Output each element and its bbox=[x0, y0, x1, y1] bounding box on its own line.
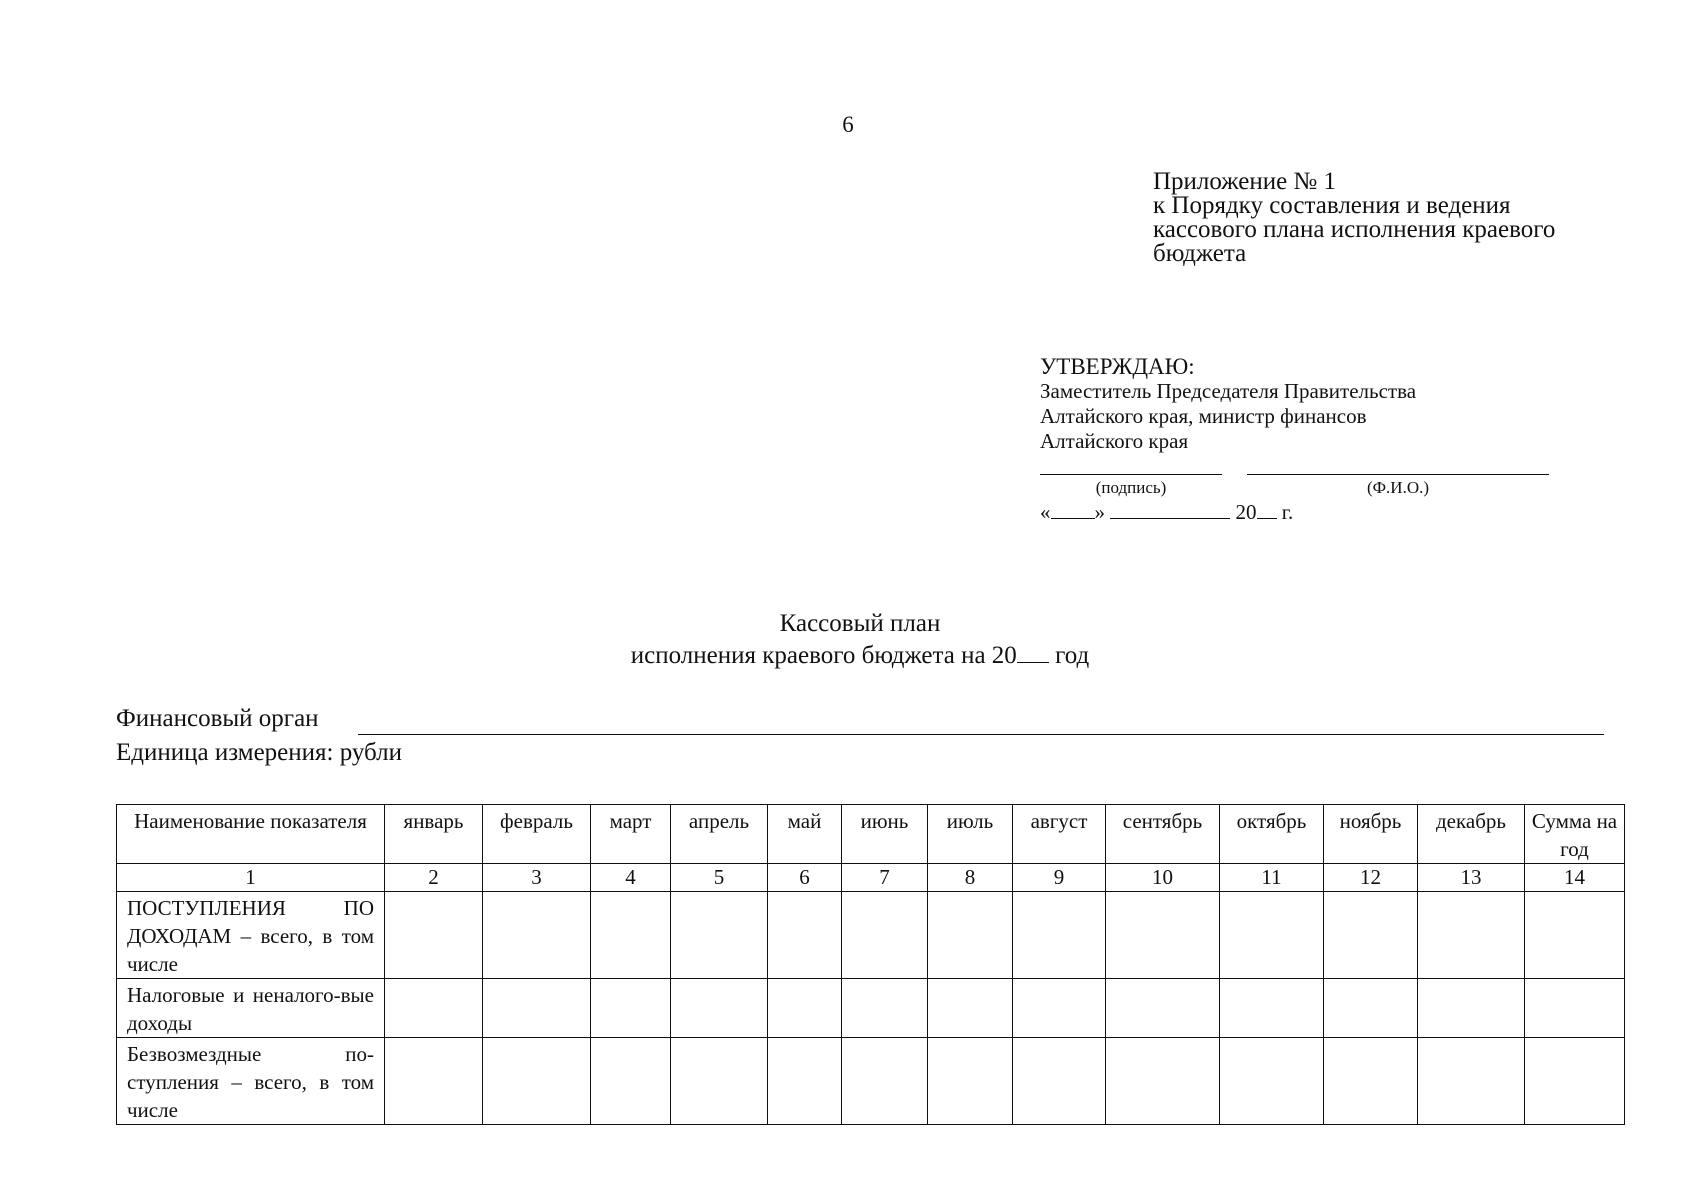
table-cell bbox=[768, 979, 842, 1038]
row-label: Безвозмездные по-ступления – всего, в том числе bbox=[117, 1038, 385, 1125]
header-cell: декабрь bbox=[1418, 805, 1525, 864]
table-cell bbox=[1220, 979, 1324, 1038]
header-cell: май bbox=[768, 805, 842, 864]
approval-line-2: Алтайского края, министр финансов bbox=[1040, 404, 1367, 428]
column-number: 14 bbox=[1525, 864, 1625, 892]
header-cell: апрель bbox=[671, 805, 768, 864]
table-cell bbox=[1106, 979, 1220, 1038]
table-cell bbox=[1324, 979, 1418, 1038]
table-cell bbox=[1525, 979, 1625, 1038]
table-cell bbox=[1013, 892, 1106, 979]
header-cell: август bbox=[1013, 805, 1106, 864]
appendix-line-2: к Порядку составления и ведения bbox=[1153, 192, 1511, 219]
day-blank bbox=[1051, 500, 1095, 519]
table-cell bbox=[1220, 892, 1324, 979]
table-cell bbox=[768, 1038, 842, 1125]
date-year: 20 bbox=[1235, 500, 1257, 524]
approval-line-1: Заместитель Председателя Правительства bbox=[1040, 379, 1417, 403]
table-cell bbox=[842, 1038, 928, 1125]
year-blank bbox=[1257, 500, 1277, 519]
table-cell bbox=[483, 1038, 591, 1125]
table-cell bbox=[768, 892, 842, 979]
table-cell bbox=[1220, 1038, 1324, 1125]
column-number: 12 bbox=[1324, 864, 1418, 892]
title-line-2-suffix: год bbox=[1055, 642, 1090, 669]
row-label: ПОСТУПЛЕНИЯ ПО ДОХОДАМ – всего, в том числе bbox=[117, 892, 385, 979]
document-title bbox=[0, 608, 1696, 672]
table-cell bbox=[1525, 892, 1625, 979]
column-number: 10 bbox=[1106, 864, 1220, 892]
table-row bbox=[117, 1038, 1625, 1125]
column-number: 5 bbox=[671, 864, 768, 892]
name-line bbox=[1247, 474, 1549, 475]
table-cell bbox=[1013, 979, 1106, 1038]
table-cell bbox=[671, 892, 768, 979]
name-caption: (Ф.И.О.) bbox=[1366, 478, 1430, 497]
financial-organ-blank bbox=[358, 734, 1604, 735]
title-line-2-prefix: исполнения краевого бюджета на 20 bbox=[630, 642, 1017, 669]
header-cell: сентябрь bbox=[1106, 805, 1220, 864]
table-cell bbox=[1324, 1038, 1418, 1125]
column-number: 7 bbox=[842, 864, 928, 892]
appendix-note bbox=[1153, 170, 1555, 266]
header-cell: февраль bbox=[483, 805, 591, 864]
unit-of-measure: Единица измерения: рубли bbox=[116, 739, 403, 766]
title-line-2 bbox=[0, 640, 1696, 672]
column-number: 1 bbox=[117, 864, 385, 892]
table-cell bbox=[1418, 892, 1525, 979]
approval-date bbox=[1040, 500, 1293, 525]
approval-block bbox=[1040, 354, 1416, 454]
month-blank bbox=[1110, 500, 1230, 519]
table-cell bbox=[385, 979, 483, 1038]
table-cell bbox=[1418, 979, 1525, 1038]
table-cell bbox=[385, 1038, 483, 1125]
table-cell bbox=[1525, 1038, 1625, 1125]
column-number: 6 bbox=[768, 864, 842, 892]
header-cell: январь bbox=[385, 805, 483, 864]
table-cell bbox=[842, 892, 928, 979]
header-cell: Наименование показателя bbox=[117, 805, 385, 864]
table-cell bbox=[671, 979, 768, 1038]
table-cell bbox=[671, 1038, 768, 1125]
header-cell: март bbox=[591, 805, 671, 864]
cash-plan-table bbox=[116, 804, 1625, 1125]
header-cell: октябрь bbox=[1220, 805, 1324, 864]
column-number: 2 bbox=[385, 864, 483, 892]
page-number: 6 bbox=[842, 112, 854, 137]
table-cell bbox=[842, 979, 928, 1038]
appendix-line-3: кассового плана исполнения краевого bbox=[1153, 216, 1556, 243]
table-cell bbox=[385, 892, 483, 979]
header-cell: июль bbox=[928, 805, 1013, 864]
table-cell bbox=[1013, 1038, 1106, 1125]
table-row bbox=[117, 892, 1625, 979]
approval-heading: УТВЕРЖДАЮ: bbox=[1040, 354, 1195, 379]
table-cell bbox=[1418, 1038, 1525, 1125]
row-label: Налоговые и неналого-вые доходы bbox=[117, 979, 385, 1038]
table-cell bbox=[591, 979, 671, 1038]
table-cell bbox=[1106, 1038, 1220, 1125]
appendix-line-4: бюджета bbox=[1153, 240, 1247, 267]
header-row bbox=[117, 805, 1625, 864]
column-number: 4 bbox=[591, 864, 671, 892]
table-cell bbox=[1106, 892, 1220, 979]
signature-caption: (подпись) bbox=[1095, 478, 1167, 497]
table-row bbox=[117, 979, 1625, 1038]
table-cell bbox=[928, 1038, 1013, 1125]
header-cell: Сумма на год bbox=[1525, 805, 1625, 864]
title-year-blank bbox=[1017, 640, 1049, 663]
table-cell bbox=[928, 979, 1013, 1038]
column-number: 11 bbox=[1220, 864, 1324, 892]
date-suffix: г. bbox=[1281, 500, 1294, 524]
date-close-quote: » bbox=[1094, 500, 1105, 524]
appendix-line-1: Приложение № 1 bbox=[1153, 168, 1337, 195]
header-cell: июнь bbox=[842, 805, 928, 864]
financial-organ-label: Финансовый орган bbox=[116, 705, 319, 732]
column-number-row bbox=[117, 864, 1625, 892]
table-cell bbox=[1324, 892, 1418, 979]
column-number: 9 bbox=[1013, 864, 1106, 892]
table-cell bbox=[591, 1038, 671, 1125]
header-cell: ноябрь bbox=[1324, 805, 1418, 864]
column-number: 8 bbox=[928, 864, 1013, 892]
column-number: 13 bbox=[1418, 864, 1525, 892]
column-number: 3 bbox=[483, 864, 591, 892]
table-cell bbox=[483, 892, 591, 979]
date-open-quote: « bbox=[1040, 500, 1051, 524]
table-cell bbox=[591, 892, 671, 979]
signature-line bbox=[1040, 474, 1222, 475]
table-cell bbox=[928, 892, 1013, 979]
approval-line-3: Алтайского края bbox=[1040, 429, 1189, 453]
title-line-1: Кассовый план bbox=[779, 610, 941, 637]
table-cell bbox=[483, 979, 591, 1038]
